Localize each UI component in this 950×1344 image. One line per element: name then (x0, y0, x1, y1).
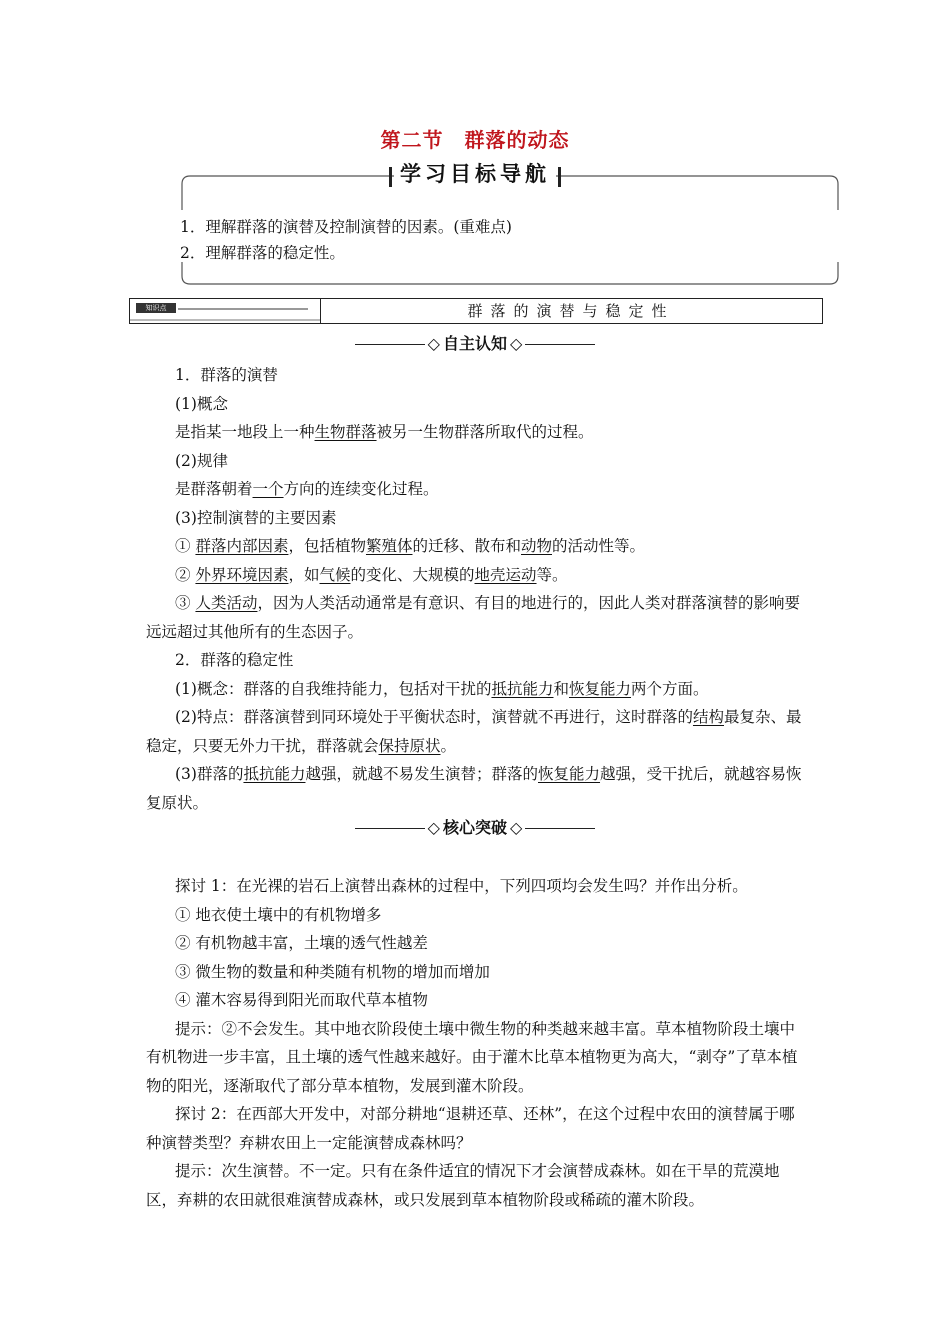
page-title: 第二节 群落的动态 (380, 128, 570, 152)
stability-feature: (2)特点：群落演替到同环境处于平衡状态时，演替就不再进行，这时群落的结构最复杂、最稳定，只要无外力干扰，群落就会保持原状。 (146, 708, 802, 755)
sub-concept: (1)概念 (175, 394, 228, 413)
answer-2: 提示：次生演替。不一定。只有在条件适宜的情况下才会演替成森林。如在干旱的荒漠地区，弃耕的农田就很难演替成森林，或只发展到草本植物阶段或稀疏的灌木阶段。 (146, 1162, 780, 1209)
factor-3: ③ 人类活动，因为人类活动通常是有意识、有目的地进行的，因此人类对群落演替的影响要远远超过其他所有的生态因子。 (146, 594, 800, 641)
section-heading-core: ◇ 核心突破 ◇ (0, 815, 950, 838)
question-2: 探讨 2：在西部大开发中，对部分耕地“退耕还草、还林”，在这个过程中农田的演替属于哪种演替类型？弃耕农田上一定能演替成森林吗？ (146, 1105, 795, 1152)
knowledge-point-bar (129, 298, 823, 324)
answer-1: 提示：②不会发生。其中地衣阶段使土壤中微生物的种类越来越丰富。草本植物阶段土壤中有机物进一步丰富，且土壤的透气性越来越好。由于灌木比草本植物更为高大，“剥夺”了草本植物的阳光，逐渐取代了部分草本植物，发展到灌木阶段。 (146, 1019, 798, 1095)
knowledge-point-tag: 知识点 (136, 303, 176, 313)
self-study-content (146, 361, 810, 817)
factor-2: ② 外界环境因素，如气候的变化、大规模的地壳运动等。 (175, 565, 568, 584)
rule-text: 是群落朝着一个方向的连续变化过程。 (175, 480, 439, 498)
goal-header: 学习目标导航 (0, 158, 950, 188)
section-heading-self-study: ◇ 自主认知 ◇ (0, 331, 950, 354)
core-content (146, 872, 810, 1214)
option-2: ② 有机物越丰富，土壤的透气性越差 (175, 934, 428, 952)
stability-relation: (3)群落的抵抗能力越强，就越不易发生演替；群落的恢复能力越强，受干扰后，就越容易恢复原状。 (146, 765, 802, 812)
question-1: 探讨 1：在光裸的岩石上演替出森林的过程中，下列四项均会发生吗？并作出分析。 (175, 877, 748, 895)
sub-rule: (2)规律 (175, 451, 228, 470)
goal-item: 1．理解群落的演替及控制演替的因素。(重难点) (180, 218, 512, 236)
heading-succession: 1．群落的演替 (175, 366, 278, 384)
option-4: ④ 灌木容易得到阳光而取代草本植物 (175, 991, 428, 1009)
option-3: ③ 微生物的数量和种类随有机物的增加而增加 (175, 962, 490, 981)
heading-stability: 2．群落的稳定性 (175, 651, 294, 669)
goal-list (180, 214, 512, 266)
knowledge-point-title: 群落的演替与稳定性 (467, 302, 675, 320)
concept-text: 是指某一地段上一种生物群落被另一生物群落所取代的过程。 (175, 423, 594, 441)
sub-factors: (3)控制演替的主要因素 (175, 508, 337, 527)
goal-item: 2．理解群落的稳定性。 (180, 244, 345, 262)
option-1: ① 地衣使土壤中的有机物增多 (175, 905, 382, 924)
stability-concept: (1)概念：群落的自我维持能力，包括对干扰的抵抗能力和恢复能力两个方面。 (175, 679, 709, 698)
factor-1: ① 群落内部因素，包括植物繁殖体的迁移、散布和动物的活动性等。 (175, 537, 646, 555)
